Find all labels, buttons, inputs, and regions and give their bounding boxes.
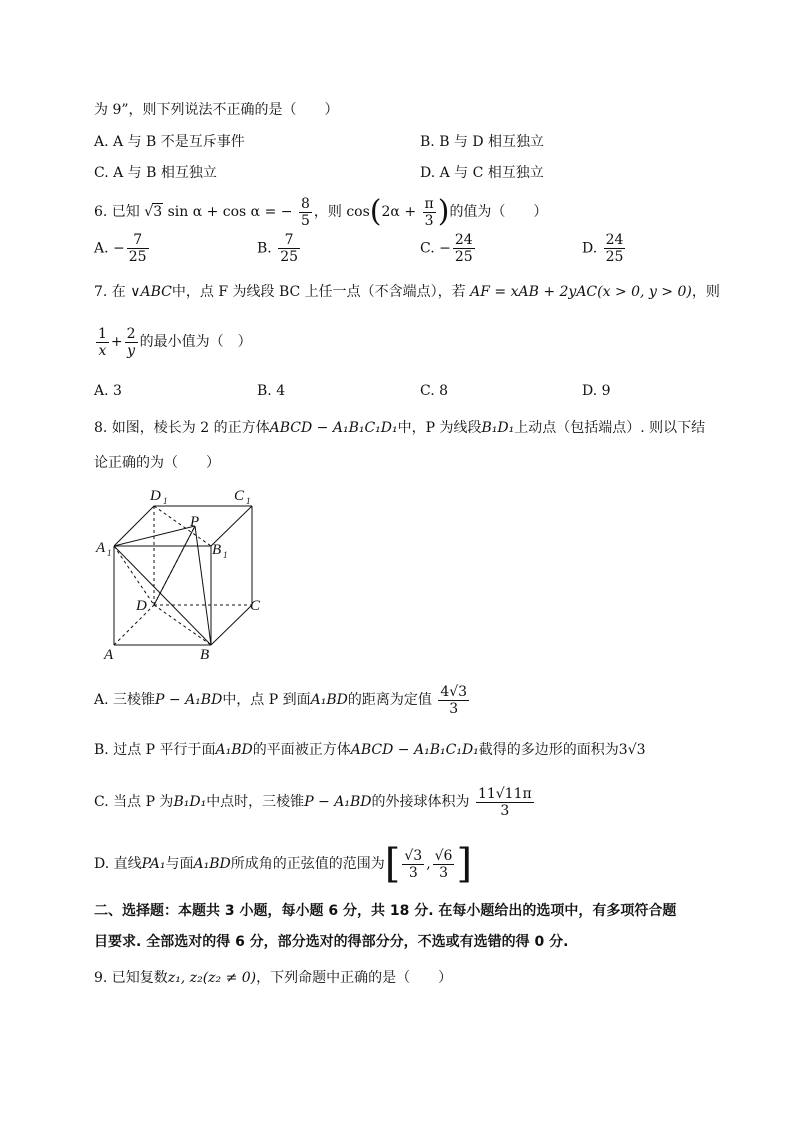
q6-pi-fraction: $\frac{\pi}{3}$ (424, 195, 434, 229)
q8-stem-line1: 8. 如图，棱长为 2 的正方体ABCD − A₁B₁C₁D₁中，P 为线段B₁D₁上动点（包括端点）. 则以下结 (94, 420, 706, 436)
q5-option-d: D. A 与 C 相互独立 (420, 165, 544, 181)
label-a1: A (96, 540, 106, 556)
q6-stem: 6. 已知 √3 sin α + cos α = − $\frac{8}{5}$ ，则 cos(2α + $\frac{\pi}{3}$ )的值为（ ） (94, 194, 548, 229)
label-b1: B (212, 542, 222, 558)
q6-option-d: D. $\frac{24}{25}$ (582, 232, 624, 265)
q8-option-a: A. 三棱锥P − A₁BD中，点 P 到面A₁BD的距离为定值 $\frac{4√3}{3}$ (94, 683, 468, 717)
label-p: P (190, 514, 200, 530)
q6-fraction: $\frac{8}{5}$ (300, 195, 310, 229)
q7-option-d: D. 9 (582, 383, 611, 399)
q5-option-b: B. B 与 D 相互独立 (420, 134, 545, 150)
label-d: D (136, 598, 147, 614)
q6-prefix: 6. 已知 (94, 204, 140, 220)
label-a: A (104, 647, 114, 663)
q7-option-a: A. 3 (94, 383, 122, 399)
q7-option-c: C. 8 (420, 383, 449, 399)
svg-text:1: 1 (163, 496, 168, 506)
section2-heading-line1: 二、选择题：本题共 3 小题，每小题 6 分，共 18 分. 在每小题给出的选项中，有多项符合题 (94, 903, 677, 919)
q5-stem-tail: 为 9”，则下列说法不正确的是（ ） (94, 102, 339, 118)
q6-option-b: B. $\frac{7}{25}$ (257, 232, 299, 265)
label-c: C (250, 598, 261, 614)
q6-option-a: A. − $\frac{7}{25}$ (94, 232, 147, 265)
q9-stem: 9. 已知复数z₁, z₂(z₂ ≠ 0)，下列命题中正确的是（ ） (94, 970, 453, 986)
q6-sqrt3: √3 (144, 204, 163, 220)
label-d1: D (150, 488, 161, 504)
label-c1: C (234, 488, 245, 504)
section2-heading-line2: 目要求. 全部选对的得 6 分，部分选对的得部分分，不选或有选错的得 0 分. (94, 934, 569, 950)
svg-text:1: 1 (223, 550, 228, 560)
q7-stem-line2: $\frac{1}{x}$ + $\frac{2}{y}$ 的最小值为（ ） (98, 325, 252, 359)
q8-option-c: C. 当点 P 为B₁D₁中点时，三棱锥P − A₁BD的外接球体积为 $\frac{11√11\pi}{3}$ (94, 785, 532, 819)
svg-text:1: 1 (107, 548, 112, 558)
svg-text:1: 1 (246, 496, 251, 506)
cube-figure (94, 488, 274, 663)
q7-option-b: B. 4 (257, 383, 286, 399)
q6-expr: sin α + cos α = − (167, 204, 293, 220)
q8-option-d: D. 直线PA₁与面A₁BD所成角的正弦值的范围为[ $\frac{√3}{3}$ , $\frac{√6}{3}$ ] (94, 841, 473, 887)
q5-option-c: C. A 与 B 相互独立 (94, 165, 217, 181)
q8-option-b: B. 过点 P 平行于面A₁BD的平面被正方体ABCD − A₁B₁C₁D₁截得的多边形的面积为3√3 (94, 742, 646, 758)
label-b: B (200, 647, 210, 663)
q8-stem-line2: 论正确的为（ ） (94, 455, 220, 471)
q6-option-c: C. − $\frac{24}{25}$ (420, 232, 473, 265)
q7-stem-line1: 7. 在 ∨ABC中，点 F 为线段 BC 上任一点（不含端点），若 AF = xAB + 2yAC(x > 0, y > 0)，则 (94, 284, 720, 300)
q5-option-a: A. A 与 B 不是互斥事件 (94, 134, 245, 150)
